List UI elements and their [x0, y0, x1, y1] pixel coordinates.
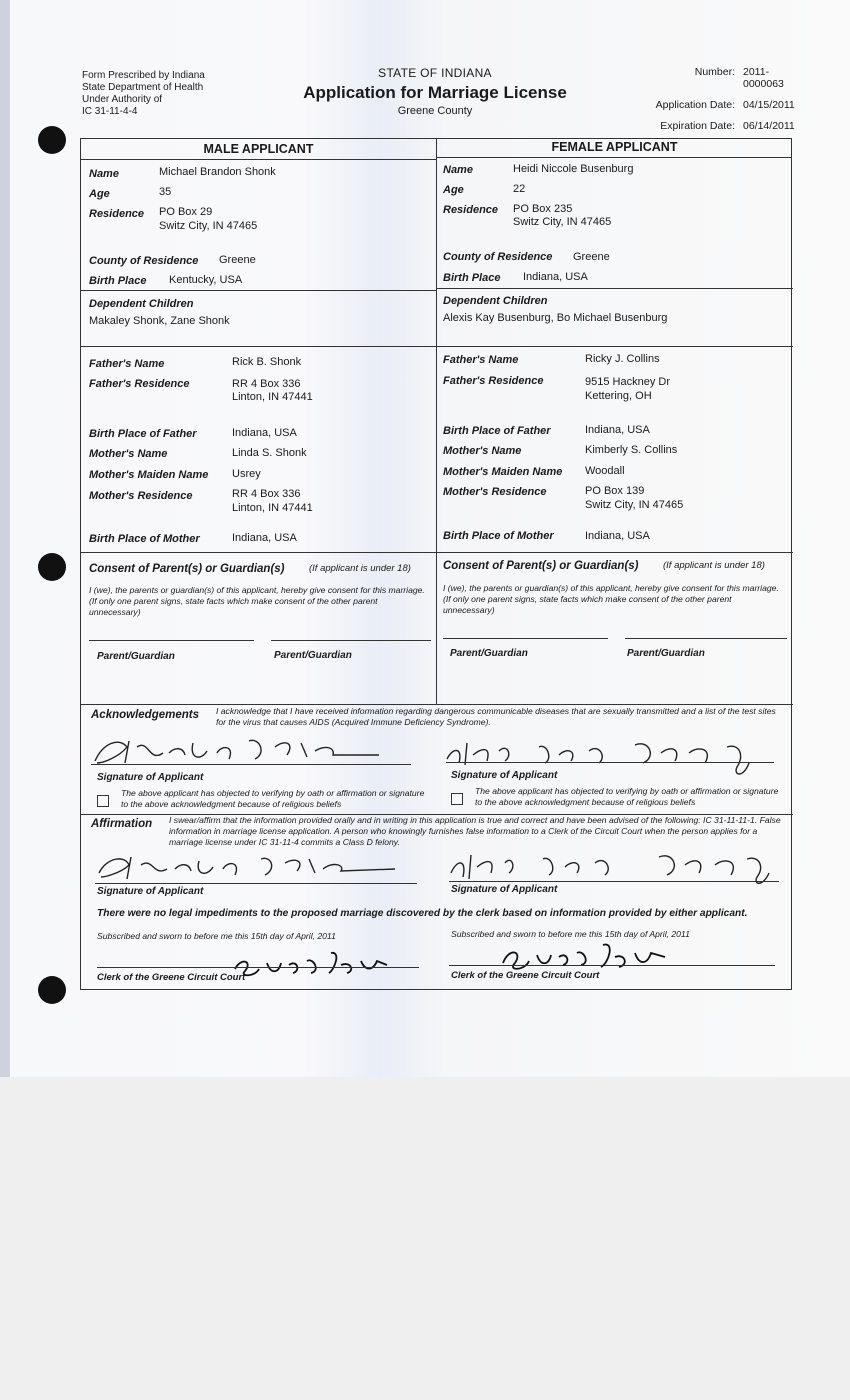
mother-birth-label: Birth Place of Mother: [443, 530, 554, 542]
female-mother-residence-line: PO Box 139: [585, 485, 645, 497]
section-divider: [436, 288, 793, 289]
female-objection-checkbox[interactable]: [451, 793, 463, 805]
male-father-residence-line: Linton, IN 47441: [232, 391, 313, 403]
objection-text: The above applicant has objected to verifying by oath or affirmation or signature to the above acknowledgment because of religious beliefs: [121, 788, 425, 809]
female-heading: FEMALE APPLICANT: [437, 139, 792, 158]
female-mother-name: Kimberly S. Collins: [585, 444, 678, 456]
female-father-birth: Indiana, USA: [585, 424, 650, 436]
name-label: Name: [89, 168, 119, 180]
form-authority: [82, 70, 242, 118]
female-county: Greene: [573, 251, 610, 263]
female-age: 22: [513, 183, 526, 195]
signature-label: Signature of Applicant: [451, 884, 558, 895]
license-number: 2011-0000063: [743, 66, 784, 90]
female-name: Heidi Niccole Busenburg: [513, 163, 634, 175]
female-father-residence-line: 9515 Hackney Dr: [585, 376, 670, 388]
affirmation-text: I swear/affirm that the information provided orally and in writing in this application is true and correct and have been advised of the following: IC 31-11-11-1. False information in marriage license application. A person who knowingly furnishes false information to a Clerk of the Circuit Court when the person applies for a marriage license under IC 31-11-4 commits a Class D felony.: [169, 815, 781, 847]
female-residence-line: PO Box 235: [513, 203, 573, 215]
expiration-date: 06/14/2011: [743, 120, 795, 132]
clerk-signature-line: [449, 965, 775, 966]
male-father-name: Rick B. Shonk: [232, 356, 302, 368]
parent-guardian-label: Parent/Guardian: [627, 648, 705, 659]
mother-birth-label: Birth Place of Mother: [89, 533, 200, 545]
acknowledgements-label: Acknowledgements: [91, 709, 199, 721]
father-birth-label: Birth Place of Father: [443, 425, 551, 437]
section-divider: [81, 704, 793, 705]
female-father-residence-line: Kettering, OH: [585, 390, 652, 402]
female-birth-place: Indiana, USA: [523, 271, 588, 283]
male-objection-checkbox[interactable]: [97, 795, 109, 807]
male-mother-maiden: Usrey: [232, 468, 261, 480]
application-date: 04/15/2011: [743, 99, 795, 111]
birth-place-label: Birth Place: [443, 272, 501, 284]
age-label: Age: [443, 184, 464, 196]
parent-signature-line: [443, 638, 608, 639]
authority-line: Form Prescribed by Indiana: [82, 70, 205, 81]
page-title: Application for Marriage License: [303, 83, 567, 102]
parent-signature-line: [271, 640, 431, 641]
application-date-label: Application Date:: [655, 99, 735, 111]
mother-residence-label: Mother's Residence: [443, 486, 547, 498]
mother-maiden-label: Mother's Maiden Name: [443, 466, 563, 478]
county-label: County of Residence: [443, 251, 553, 263]
male-children: Makaley Shonk, Zane Shonk: [89, 315, 230, 327]
father-residence-label: Father's Residence: [89, 378, 190, 390]
father-residence-label: Father's Residence: [443, 375, 544, 387]
signature-label: Signature of Applicant: [451, 770, 558, 781]
applicant-signature-line: [95, 883, 417, 884]
male-father-birth: Indiana, USA: [232, 427, 297, 439]
male-county: Greene: [219, 254, 256, 266]
male-age: 35: [159, 186, 172, 198]
male-applicant-section: [81, 139, 436, 704]
punch-hole: [38, 126, 66, 154]
dependent-children-label: Dependent Children: [443, 295, 548, 307]
parent-guardian-label: Parent/Guardian: [450, 648, 528, 659]
consent-title: Consent of Parent(s) or Guardian(s): [89, 563, 285, 575]
subscribed-statement: Subscribed and sworn to before me this 15th day of April, 2011: [451, 929, 690, 939]
section-divider: [81, 346, 793, 347]
male-birth-place: Kentucky, USA: [169, 274, 243, 286]
state-heading: STATE OF INDIANA: [378, 66, 492, 80]
residence-label: Residence: [89, 208, 145, 220]
male-mother-name: Linda S. Shonk: [232, 447, 307, 459]
county-heading: Greene County: [397, 105, 473, 117]
section-divider: [81, 552, 793, 553]
punch-hole: [38, 976, 66, 1004]
license-numbers: [605, 66, 805, 141]
male-mother-residence-line: RR 4 Box 336: [232, 488, 301, 500]
county-label: County of Residence: [89, 255, 199, 267]
authority-line: State Department of Health: [82, 82, 204, 93]
expiration-date-label: Expiration Date:: [660, 120, 735, 132]
female-father-name: Ricky J. Collins: [585, 353, 660, 365]
application-form: [80, 138, 792, 990]
mother-name-label: Mother's Name: [89, 448, 168, 460]
applicant-signature-line: [449, 881, 779, 882]
applicant-signature-line: [91, 764, 411, 765]
acknowledgement-text: I acknowledge that I have received information regarding dangerous communicable diseases that are sexually transmitted and a list of the test sites for the virus that causes AIDS (Acquired Immune Deficiency Syndrome).: [216, 706, 776, 727]
age-label: Age: [89, 188, 110, 200]
father-birth-label: Birth Place of Father: [89, 428, 197, 440]
mother-maiden-label: Mother's Maiden Name: [89, 469, 209, 481]
section-divider: [81, 290, 436, 291]
mother-name-label: Mother's Name: [443, 445, 522, 457]
clerk-label: Clerk of the Greene Circuit Court: [451, 970, 600, 981]
consent-title: Consent of Parent(s) or Guardian(s): [443, 560, 639, 572]
parent-guardian-label: Parent/Guardian: [274, 650, 352, 661]
punch-hole: [38, 553, 66, 581]
name-label: Name: [443, 164, 473, 176]
authority-line: IC 31-11-4-4: [82, 106, 138, 117]
applicant-signature-line: [446, 762, 774, 763]
male-heading: MALE APPLICANT: [81, 139, 436, 160]
clerk-label: Clerk of the Greene Circuit Court: [97, 972, 246, 983]
male-father-residence-line: RR 4 Box 336: [232, 378, 301, 390]
consent-note: (If applicant is under 18): [309, 563, 411, 574]
signature-label: Signature of Applicant: [97, 772, 204, 783]
subscribed-statement: Subscribed and sworn to before me this 15th day of April, 2011: [97, 931, 336, 941]
female-applicant-section: [436, 139, 792, 704]
parent-guardian-label: Parent/Guardian: [97, 651, 175, 662]
female-mother-residence-line: Switz City, IN 47465: [585, 499, 684, 511]
objection-text: The above applicant has objected to verifying by oath or affirmation or signature to the above acknowledgment because of religious beliefs: [475, 786, 779, 807]
female-mother-birth: Indiana, USA: [585, 530, 650, 542]
signature-label: Signature of Applicant: [97, 886, 204, 897]
number-label: Number:: [694, 66, 735, 78]
authority-line: Under Authority of: [82, 94, 163, 105]
residence-label: Residence: [443, 204, 499, 216]
male-name: Michael Brandon Shonk: [159, 166, 276, 178]
father-name-label: Father's Name: [443, 354, 519, 366]
female-residence-line: Switz City, IN 47465: [513, 216, 612, 228]
mother-residence-label: Mother's Residence: [89, 490, 193, 502]
male-residence-line: Switz City, IN 47465: [159, 220, 258, 232]
parent-signature-line: [625, 638, 787, 639]
consent-text: I (we), the parents or guardian(s) of this applicant, hereby give consent for this marriage. (If only one parent signs, state facts which make consent of the other parent unnecessary): [89, 585, 425, 617]
consent-text: I (we), the parents or guardian(s) of this applicant, hereby give consent for this marriage. (If only one parent signs, state facts which make consent of the other parent unnecessary): [443, 583, 779, 615]
female-children: Alexis Kay Busenburg, Bo Michael Busenburg: [443, 312, 668, 324]
no-impediments-statement: There were no legal impediments to the proposed marriage discovered by the clerk based on information provided by either applicant.: [97, 908, 748, 919]
affirmation-label: Affirmation: [91, 818, 153, 830]
title-block: [280, 66, 590, 117]
parent-signature-line: [89, 640, 254, 641]
father-name-label: Father's Name: [89, 358, 165, 370]
male-mother-residence-line: Linton, IN 47441: [232, 502, 313, 514]
clerk-signature-line: [97, 967, 419, 968]
female-mother-maiden: Woodall: [585, 465, 625, 477]
birth-place-label: Birth Place: [89, 275, 147, 287]
male-residence-line: PO Box 29: [159, 206, 213, 218]
consent-note: (If applicant is under 18): [663, 560, 765, 571]
dependent-children-label: Dependent Children: [89, 298, 194, 310]
male-mother-birth: Indiana, USA: [232, 532, 297, 544]
